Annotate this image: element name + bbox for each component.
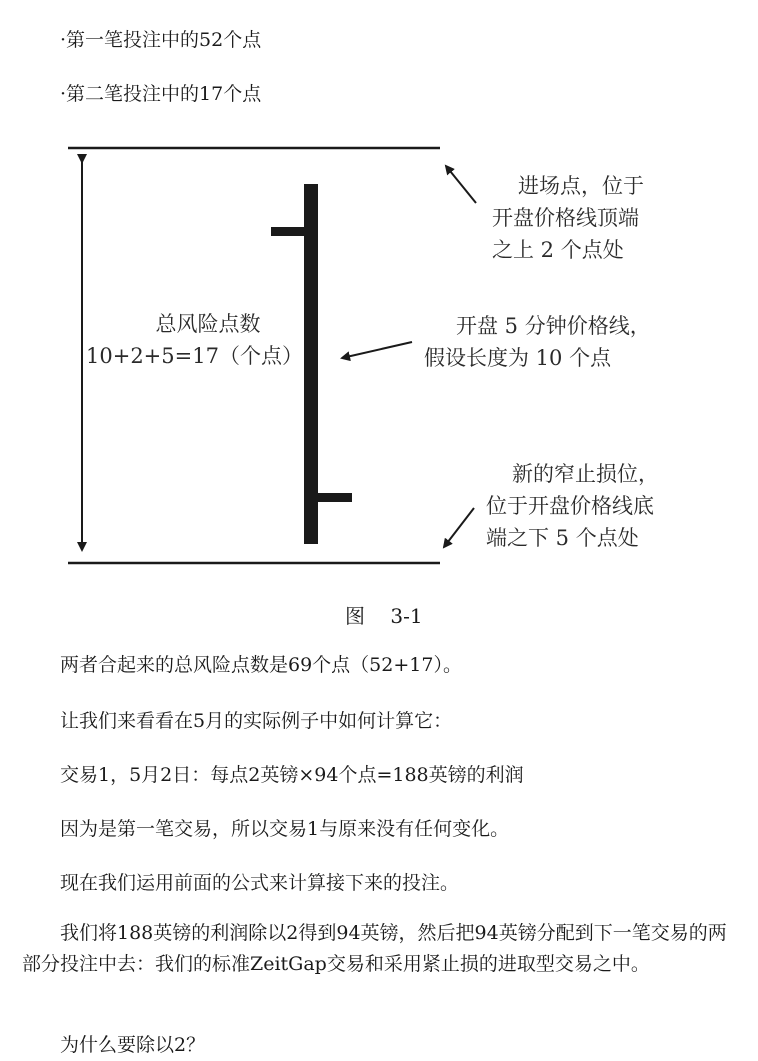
bar-note-line-1: 开盘 5 分钟价格线， <box>456 314 651 338</box>
stop-note-line-1: 新的窄止损位， <box>512 462 659 486</box>
stop-note-line-2: 位于开盘价格线底 <box>486 494 654 518</box>
stop-loss-note <box>486 458 659 554</box>
paragraph-total-risk: 两者合起来的总风险点数是69个点（52+17）。 <box>60 654 462 676</box>
price-bar <box>304 184 318 544</box>
total-risk-title: 总风险点数 <box>155 312 261 336</box>
bar-note-line-2: 假设长度为 10 个点 <box>424 346 612 370</box>
paragraph-example-intro: 让我们来看看在5月的实际例子中如何计算它： <box>60 710 453 732</box>
bullet-line-1: ·第一笔投注中的52个点 <box>60 29 262 51</box>
close-tick <box>318 493 352 502</box>
total-risk-formula: 10+2+5=17（个点） <box>86 344 303 368</box>
entry-arrow <box>446 166 476 203</box>
paragraph-first-trade: 因为是第一笔交易，所以交易1与原来没有任何变化。 <box>60 818 510 840</box>
stop-note-line-3: 端之下 5 个点处 <box>486 526 639 550</box>
entry-note-line-2: 开盘价格线顶端 <box>492 206 639 230</box>
figure-3-1 <box>0 130 758 590</box>
stop-arrow <box>444 508 474 547</box>
figure-caption: 图 3-1 <box>345 604 423 628</box>
paragraph-split-profit: 我们将188英镑的利润除以2得到94英镑，然后把94英镑分配到下一笔交易的两部分投注中去：我们的标准ZeitGap交易和采用紧止损的进取型交易之中。 <box>22 922 727 975</box>
price-bar-note <box>424 310 651 374</box>
paragraph-question: 为什么要除以2？ <box>60 1034 206 1056</box>
bullet-line-2: ·第二笔投注中的17个点 <box>60 83 262 105</box>
entry-note-line-1: 进场点，位于 <box>518 174 644 198</box>
paragraph-trade-1: 交易1，5月2日：每点2英镑×94个点=188英镑的利润 <box>60 764 524 786</box>
entry-point-note <box>492 170 644 266</box>
open-tick <box>271 227 305 236</box>
bar-arrow <box>342 342 412 358</box>
total-risk-label <box>86 308 303 372</box>
entry-note-line-3: 之上 2 个点处 <box>492 238 624 262</box>
paragraph-formula: 现在我们运用前面的公式来计算接下来的投注。 <box>60 872 460 894</box>
